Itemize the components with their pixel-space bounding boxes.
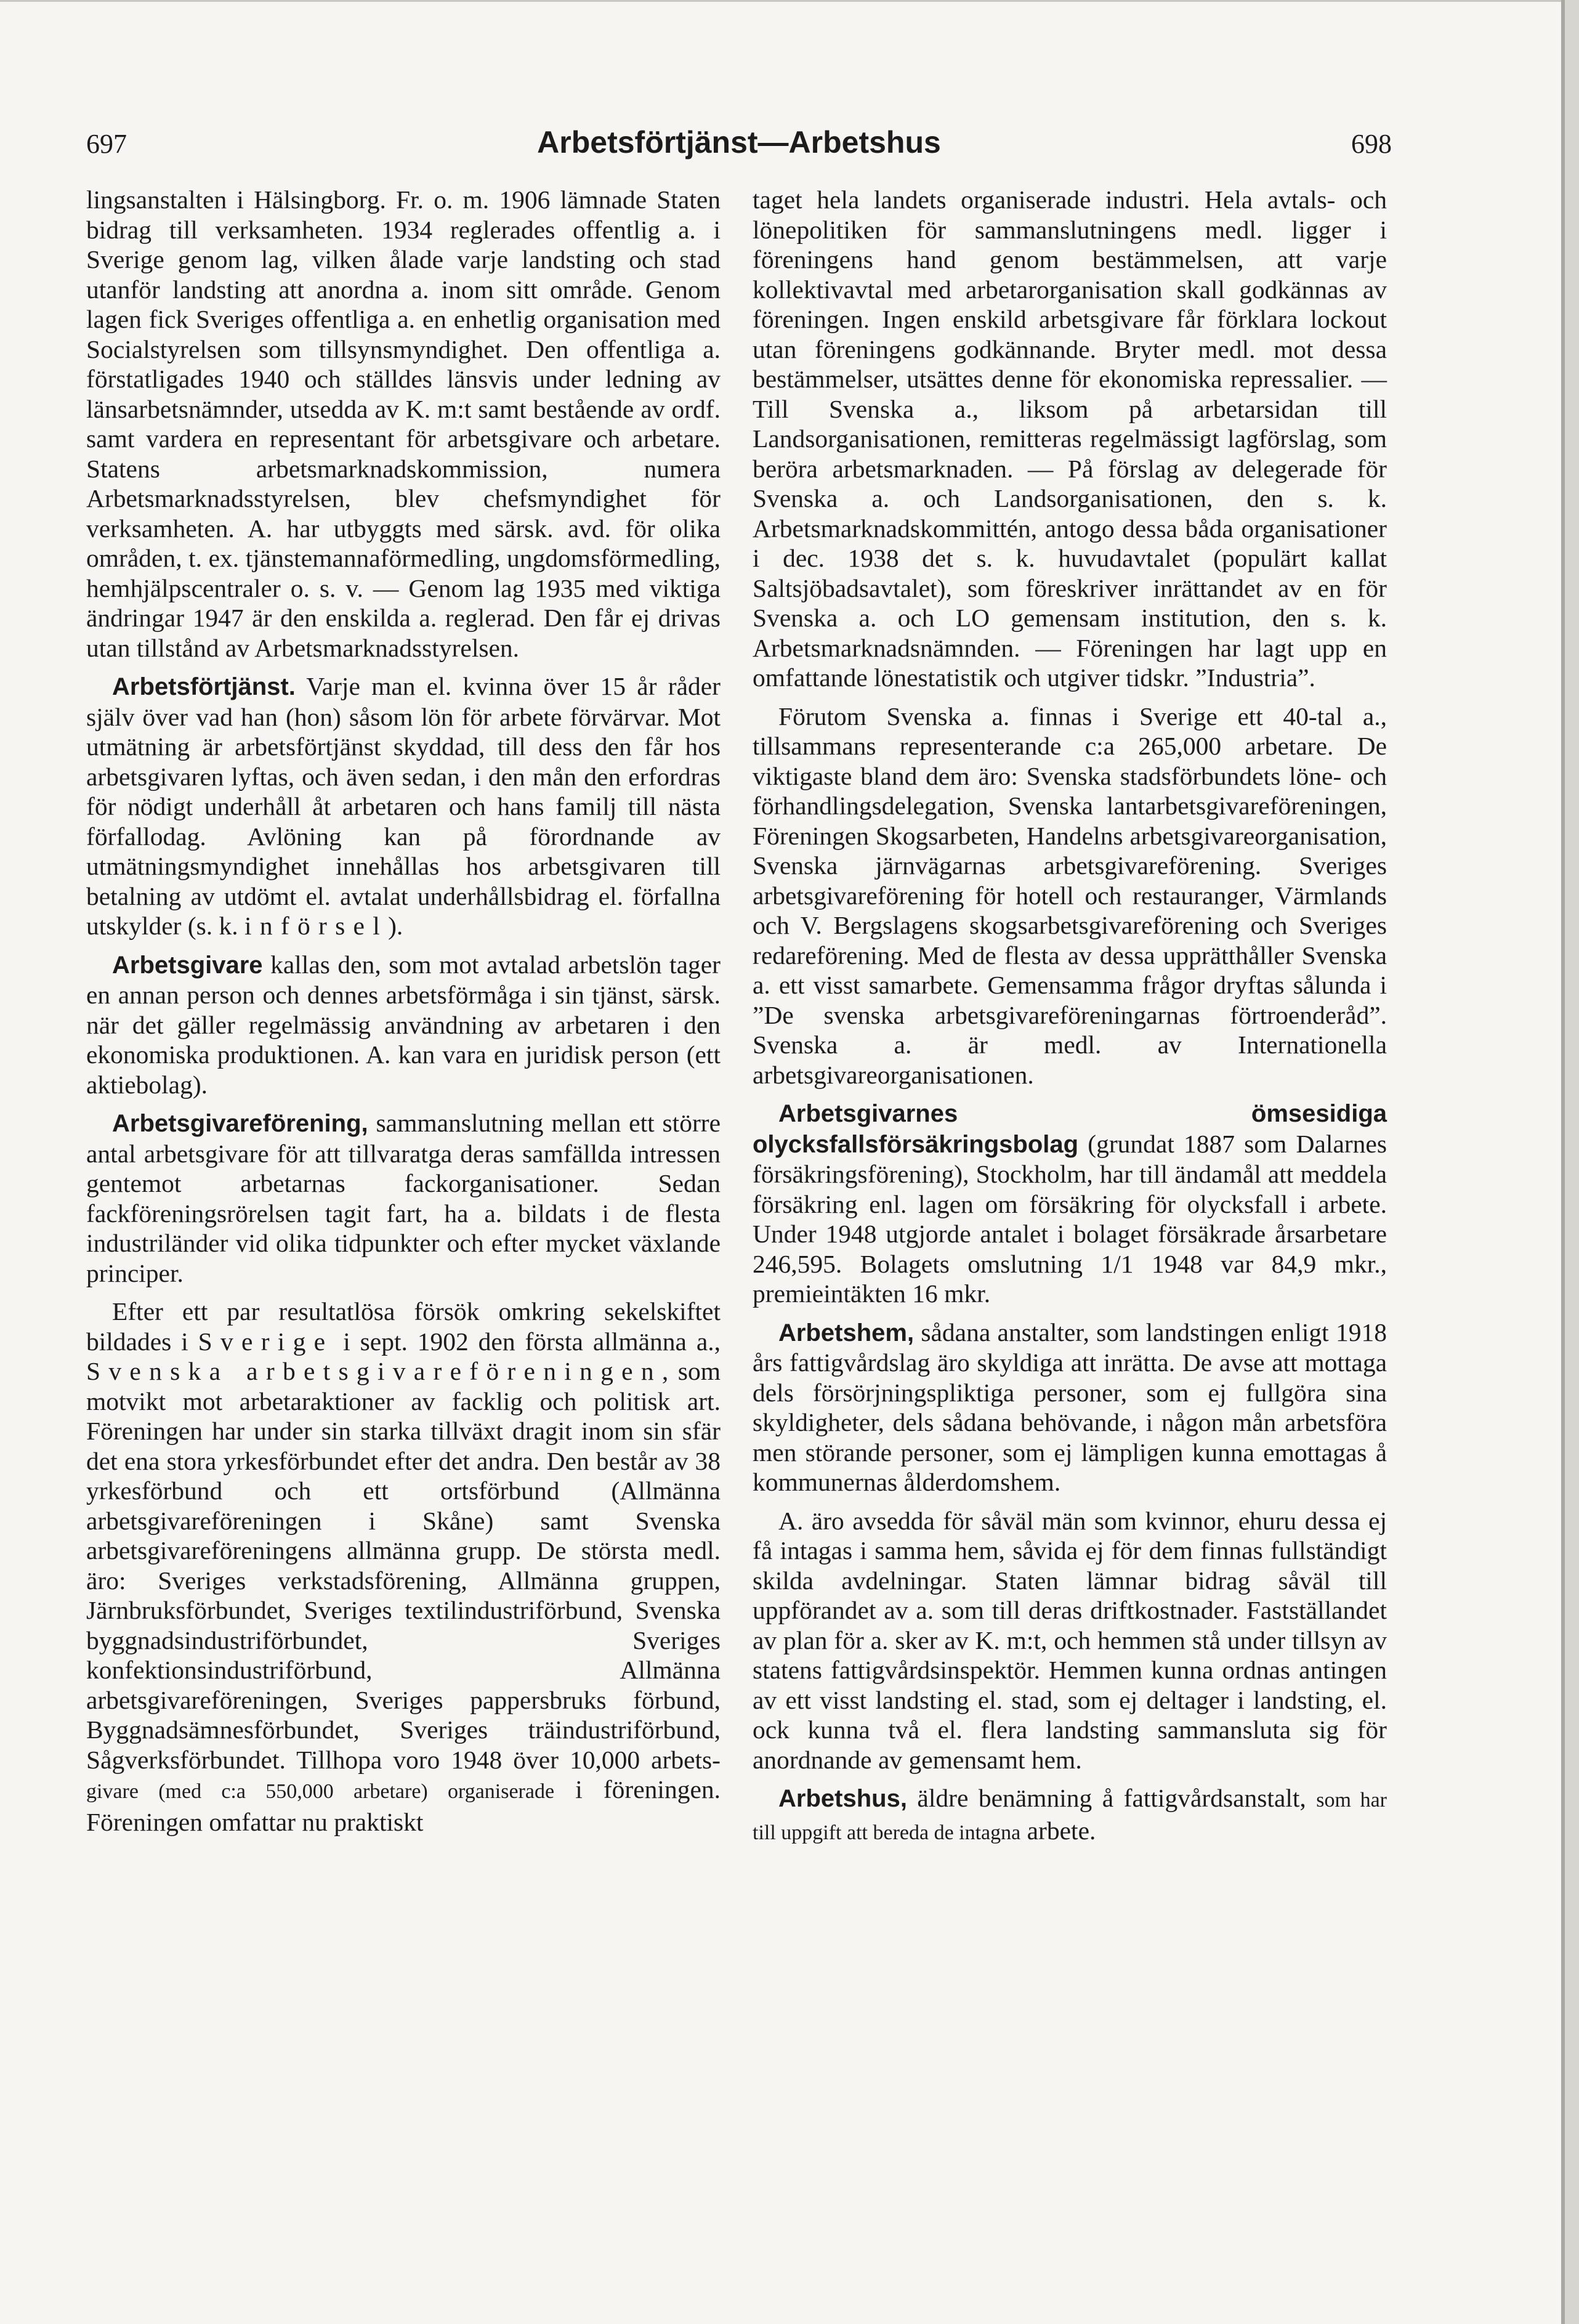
entry-arbetshus bbox=[753, 1783, 1387, 1848]
paragraph: A. äro avsedda för såväl män som kvinnor, ehuru dessa ej få intagas i samma hem, såvida ej för dem finnas fullständigt skilda avdelningar. Staten lämnar bidrag såväl till uppförandet av a. som till deras driftkostnader. Fastställandet av plan för a. sker av K. m:t, och hemmen stå under tillsyn av statens fattigvårdsinspektör. Hemmen kunna ordnas antingen av ett visst landsting el. stad, som ej deltager i landsting, el. ock kunna två el. flera landsting sammansluta sig för anordnande av gemensamt hem. bbox=[753, 1506, 1387, 1774]
page-edge-shadow bbox=[1561, 0, 1565, 2324]
entry-headword: Arbetsgivarnes ömsesidiga olycksfallsförsäkringsbolag bbox=[753, 1100, 1387, 1158]
entry-headword: Arbetsgivare bbox=[112, 951, 263, 979]
page-number-right: 698 bbox=[1351, 129, 1392, 159]
entry-arbetsgivare bbox=[86, 950, 721, 1100]
entry-headword: Arbetshem, bbox=[778, 1319, 915, 1346]
entry-headword: Arbetshus, bbox=[778, 1785, 907, 1812]
paragraph bbox=[86, 1297, 721, 1837]
paragraph: taget hela landets organiserade industri. Hela avtals- och lönepolitiken för sammanslutningens medl. ligger i föreningens hand genom bestämmelsen, att varje kollektivavtal med arbetarorganisation skall godkännas av föreningen. Ingen enskild arbetsgivare får förklara lockout utan föreningens godkännande. Bryter medl. mot dessa bestämmelser, utsättes denne för ekonomiska repressalier. — Till Svenska a., liksom på arbetarsidan till Landsorganisationen, remitteras regelmässigt lagförslag, som beröra arbetsmarknaden. — På förslag av delegerade för Svenska a. och Landsorganisationen, den s. k. Arbetsmarknadskommittén, antogo dessa båda organisationer i dec. 1938 det s. k. huvudavtalet (populärt kallat Saltsjöbadsavtalet), som föreskriver inrättandet av en för Svenska a. och LO gemensam institution, den s. k. Arbetsmarknadsnämnden. — Föreningen har lagt upp en omfattande lönestatistik och utgiver tidskr. ”Industria”. bbox=[753, 185, 1387, 692]
spaced-term: Sverige bbox=[198, 1327, 334, 1356]
entry-text-end: arbete. bbox=[1027, 1816, 1096, 1845]
entry-headword: Arbetsförtjänst. bbox=[112, 673, 296, 700]
page-edge bbox=[1561, 0, 1579, 2324]
entry-text: sammanslutning mellan ett större antal arbetsgivare för att tillvaratga deras samfällda intressen gentemot arbetarnas fackorganisationer. Sedan fackföreningsrörelsen tagit fart, ha a. bildats i de flesta industriländer vid olika tidpunkter och efter mycket växlande principer. bbox=[86, 1109, 721, 1287]
small-print-text: som har till uppgift att bereda de intagna bbox=[753, 1789, 1387, 1844]
page-number-left: 697 bbox=[86, 129, 127, 159]
entry-text: sådana anstalter, som landstingen enligt 1918 års fattigvårdslag äro skyldiga att inrätta. De avse att mottaga dels försörjningspliktiga personer, som ej fullgöra sina skyldigheter, dels sådana behövande, i någon mån arbetsföra men störande personer, som ej lämpligen kunna emottagas å kommunernas ålderdomshem. bbox=[753, 1318, 1387, 1496]
entry-text-end: ). bbox=[388, 912, 403, 940]
entry-text: kallas den, som mot avtalad arbetslön tager en annan person och dennes arbetsförmåga i sin tjänst, särsk. när det gäller regelmässig användning av arbetaren i den ekonomiska produktionen. A. kan vara en juridisk person (ett aktiebolag). bbox=[86, 950, 721, 1099]
running-header bbox=[86, 125, 1392, 171]
entry-headword: Arbetsgivareförening, bbox=[112, 1110, 368, 1137]
top-edge-line bbox=[0, 0, 1561, 2]
small-print-text: givare (med c:a 550,000 arbetare) organiserade bbox=[86, 1780, 555, 1803]
paragraph: Förutom Svenska a. finnas i Sverige ett 40-tal a., tillsammans representerande c:a 265,000 arbetare. De viktigaste bland dem äro: Svenska stadsförbundets löne- och förhandlingsdelegation, Svenska lantarbetsgivareföreningen, Föreningen Skogsarbeten, Handelns arbetsgivareorganisation, Svenska järnvägarnas arbetsgivareförening. Sveriges arbetsgivareförening för hotell och restauranger, Värmlands och V. Bergslagens skogsarbetsgivareförening och Sveriges redareförening. Med de flesta av dessa upprätthåller Svenska a. ett visst samarbete. Gemensamma frågor dryftas sålunda i ”De svenska arbetsgivareföreningarnas förtroenderåd”. Svenska a. är medl. av Internationella arbetsgivareorganisationen. bbox=[753, 702, 1387, 1089]
entry-olycksfallsforsakringsbolag bbox=[753, 1098, 1387, 1309]
spaced-term: Svenska arbetsgivareföreningen bbox=[86, 1357, 662, 1385]
running-title: Arbetsförtjänst—Arbetshus bbox=[537, 125, 941, 160]
paragraph: lingsanstalten i Hälsingborg. Fr. o. m. 1906 lämnade Staten bidrag till verksamheten. 1934 reglerades offentlig a. i Sverige genom lag, vilken ålade varje landsting och stad utanför landsting att anordna a. inom sitt område. Genom lagen fick Sveriges offentliga a. en enhetlig organisation med Socialstyrelsen som tillsynsmyndighet. Den offentliga a. förstatligades 1940 och ställdes länsvis under ledning av länsarbetsnämnder, utsedda av K. m:t samt bestående av ordf. samt vardera en representant för arbetsgivare och arbetare. Statens arbetsmarknadskommission, numera Arbetsmarknadsstyrelsen, blev chefsmyndighet för verksamheten. A. har utbyggts med särsk. avd. för olika områden, t. ex. tjänstemannaförmedling, ungdomsförmedling, hemhjälpscentraler o. s. v. — Genom lag 1935 med viktiga ändringar 1947 är den enskilda a. reglerad. Den får ej drivas utan tillstånd av Arbetsmarknadsstyrelsen. bbox=[86, 185, 721, 662]
entry-arbetshem bbox=[753, 1318, 1387, 1497]
entry-text: äldre benämning å fattigvårdsanstalt, bbox=[917, 1784, 1306, 1812]
entry-arbetsfortjanst bbox=[86, 671, 721, 941]
entry-arbetsgivareforening bbox=[86, 1108, 721, 1288]
entry-text: Varje man el. kvinna över 15 år råder själv över vad han (hon) såsom lön för arbete förvärvar. Mot utmätning är arbetsförtjänst skyddad, till dess den får hos arbetsgivaren lyftas, och även sedan, i den mån den erfordras för nödigt underhåll åt arbetaren och hans familj till nästa förfallodag. Avlöning kan på förordnande av utmätningsmyndighet innehållas hos arbetsgivaren till betalning av utdömt el. avtalat underhållsbidrag el. förfallna utskylder (s. k. bbox=[86, 672, 721, 940]
entry-text: (grundat 1887 som Dalarnes försäkringsförening), Stockholm, har till ändamål att meddela försäkring enl. lagen om försäkring för olycksfall i arbete. Under 1948 utgjorde antalet i bolaget försäkrade årsarbetare 246,595. Bolagets omslutning 1/1 1948 var 84,9 mkr., premieintäkten 16 mkr. bbox=[753, 1129, 1387, 1308]
paragraph-text: Efter ett par resultatlösa försök omkring sekelskiftet bildades i bbox=[86, 1297, 721, 1356]
paragraph-text: i föreningen. Föreningen omfattar nu praktiskt bbox=[86, 1775, 721, 1836]
spaced-term: införsel bbox=[244, 912, 389, 940]
right-column bbox=[753, 185, 1387, 1856]
paragraph-text: i sept. 1902 den första allmänna a., bbox=[343, 1327, 721, 1356]
left-column bbox=[86, 185, 721, 1845]
paragraph-text: , som motvikt mot arbetaraktioner av facklig och politisk art. Föreningen har under sin starka tillväxt dragit inom sin sfär det ena stora yrkesförbundet efter det andra. Den består av 38 yrkesförbund och ett ortsförbund (Allmänna arbetsgivareföreningen i Skåne) samt Svenska arbetsgivareföreningens allmänna grupp. De största medl. äro: Sveriges verkstadsförening, Allmänna gruppen, Järnbruksförbundet, Sveriges textilindustriförbund, Svenska byggnadsindustriförbundet, Sveriges konfektionsindustriförbund, Allmänna arbetsgivareföreningen, Sveriges pappersbruks förbund, Byggnadsämnesförbundet, Sveriges träindustriförbund, Sågverksförbundet. Tillhopa voro 1948 över 10,000 arbets- bbox=[86, 1357, 721, 1774]
